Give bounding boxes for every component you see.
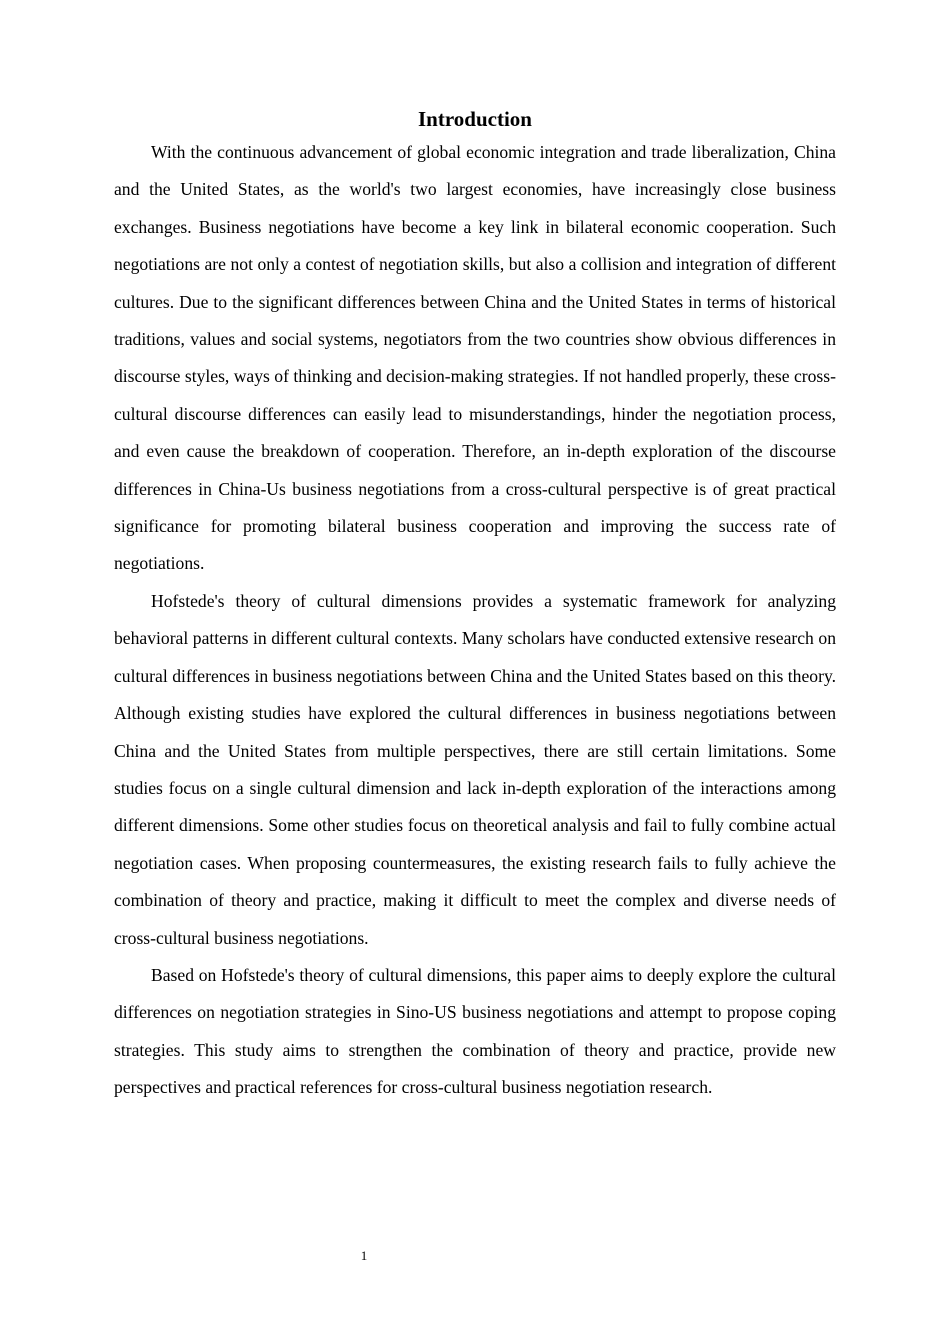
section-title: Introduction xyxy=(418,107,532,131)
paragraph-literature-review: Hofstede's theory of cultural dimensions provides a systematic framework for analyzing behavioral patterns in different cultural contexts. Many scholars have conducted extensive research on cultural differences in business negotiations between China and the United States based on this theory. Although existing studies have explored the cultural differences in business negotiations between China and the United States from multiple perspectives, there are still certain limitations. Some studies focus on a single cultural dimension and lack in-depth exploration of the interactions among different dimensions. Some other studies focus on theoretical analysis and fail to fully combine actual negotiation cases. When proposing countermeasures, the existing research fails to fully achieve the combination of theory and practice, making it difficult to meet the complex and diverse needs of cross-cultural business negotiations. xyxy=(114,590,836,948)
paragraph-research-aim: Based on Hofstede's theory of cultural dimensions, this paper aims to deeply explore the cultural differences on negotiation strategies in Sino-US business negotiations and attempt to propose coping strategies. This study aims to strengthen the combination of theory and practice, provide new perspectives and practical references for cross-cultural business negotiation research. xyxy=(114,964,836,1098)
page-number: 1 xyxy=(360,1248,368,1263)
paragraph-background: With the continuous advancement of global economic integration and trade liberalization, China and the United States, as the world's two largest economies, have increasingly close business exchanges. Business negotiations have become a key link in bilateral economic cooperation. Such negotiations are not only a contest of negotiation skills, but also a collision and integration of different cultures. Due to the significant differences between China and the United States in terms of historical traditions, values and social systems, negotiators from the two countries show obvious differences in discourse styles, ways of thinking and decision-making strategies. If not handled properly, these cross-cultural discourse differences can easily lead to misunderstandings, hinder the negotiation process, and even cause the breakdown of cooperation. Therefore, an in-depth exploration of the discourse differences in China-Us business negotiations from a cross-cultural perspective is of great practical significance for promoting bilateral business cooperation and improving the success rate of negotiations. xyxy=(114,142,836,574)
page-content xyxy=(114,104,836,1107)
